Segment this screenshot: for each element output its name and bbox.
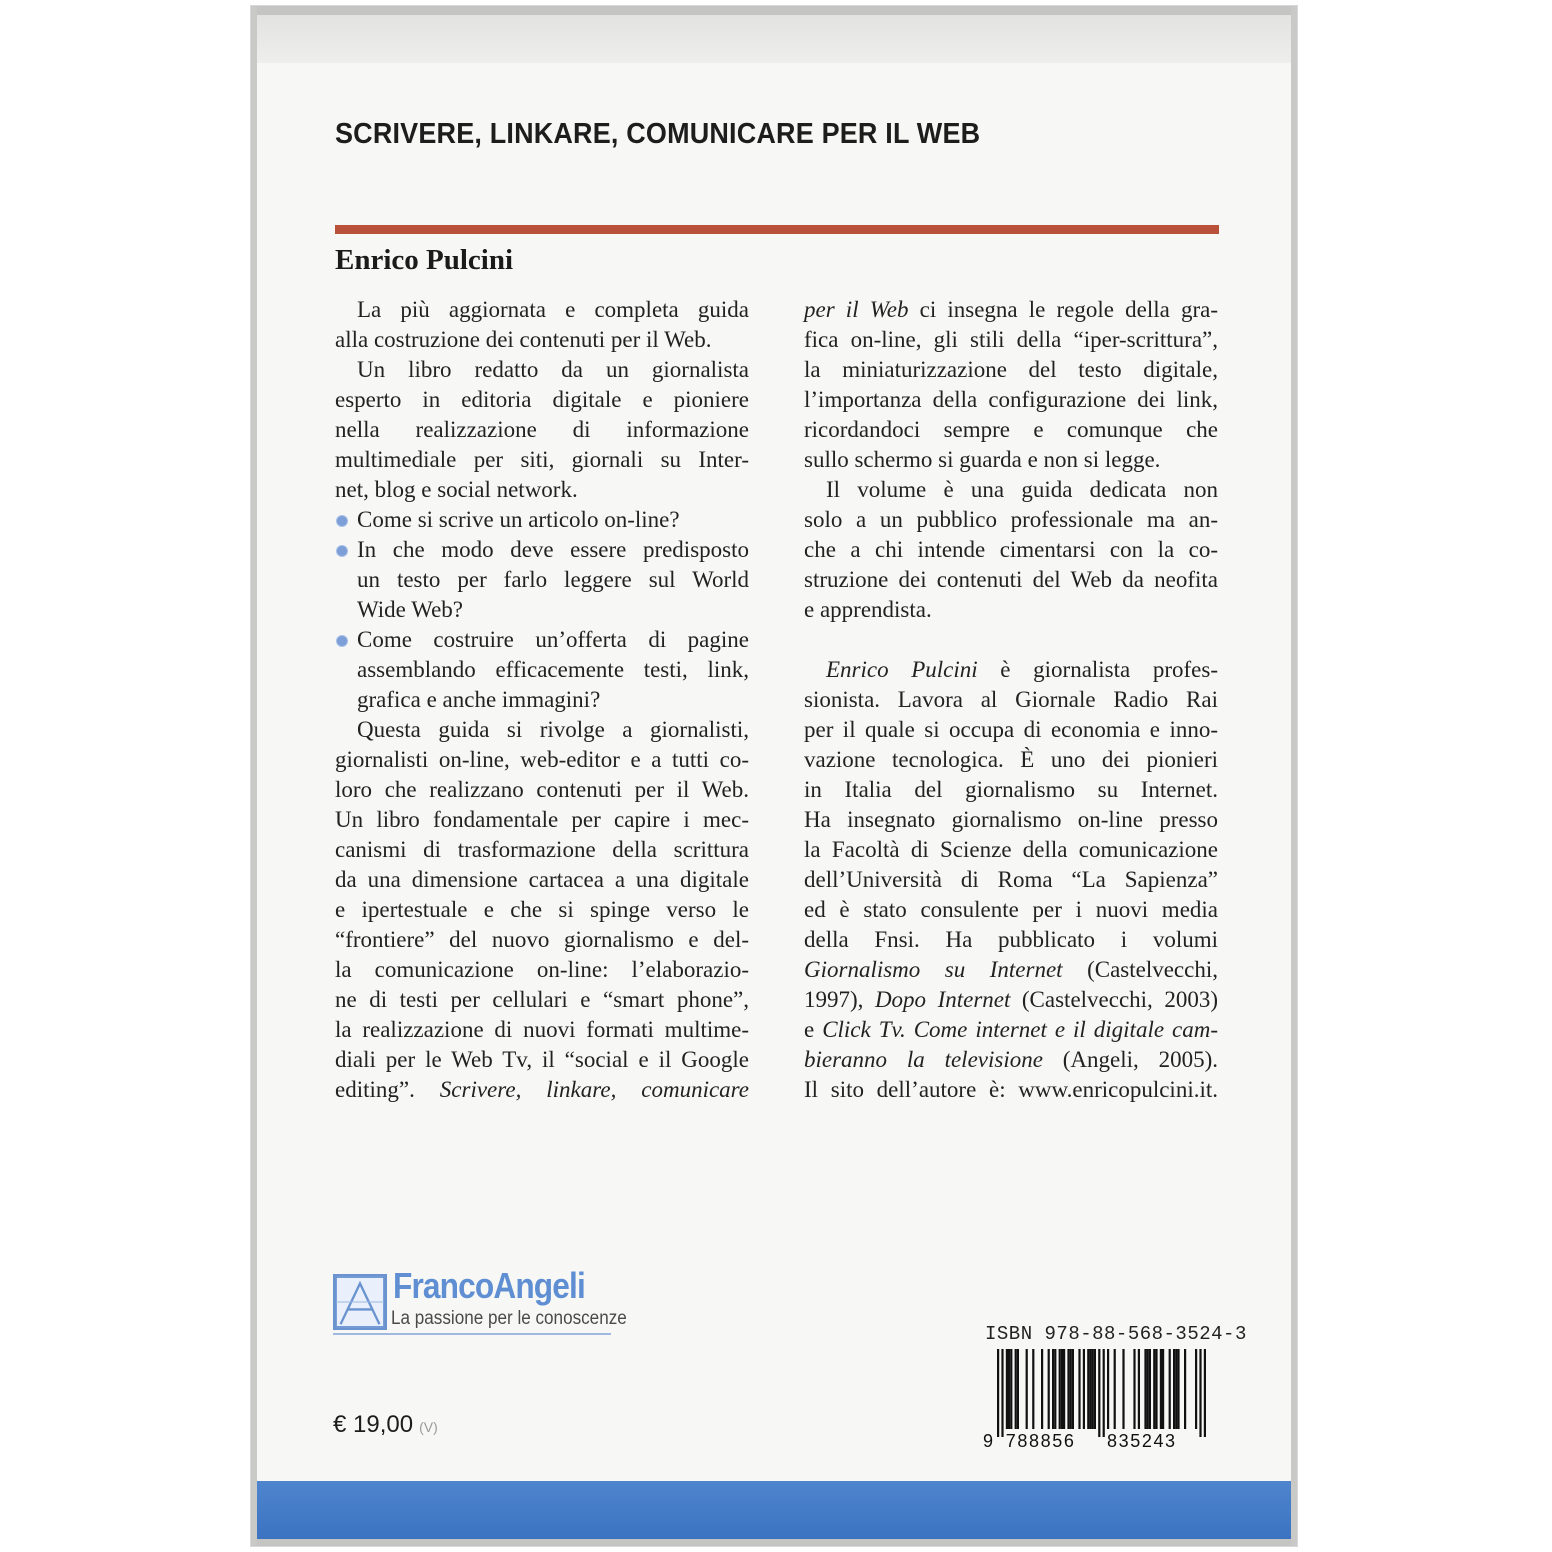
right-line: Il sito dell’autore è: www.enricopulcini.it. bbox=[804, 1077, 1218, 1102]
barcode-bar bbox=[1173, 1349, 1175, 1429]
barcode-bar bbox=[1098, 1349, 1100, 1437]
left-text-column bbox=[335, 295, 749, 1105]
barcode-bar bbox=[1169, 1349, 1171, 1429]
right-line bbox=[804, 625, 1218, 655]
barcode-bar bbox=[1017, 1349, 1019, 1429]
barcode-bar bbox=[1052, 1349, 1054, 1429]
right-line: 1997), Dopo Internet (Castelvecchi, 2003) bbox=[804, 987, 1218, 1012]
barcode-digits: 9 bbox=[983, 1431, 995, 1451]
right-line: sionista. Lavora al Giornale Radio Rai bbox=[804, 687, 1218, 712]
right-line: solo a un pubblico professionale ma an- bbox=[804, 507, 1218, 532]
right-line: della Fnsi. Ha pubblicato i volumi bbox=[804, 927, 1218, 952]
barcode-bar bbox=[1078, 1349, 1080, 1429]
cover-edge-left bbox=[251, 6, 257, 1546]
barcode-bar bbox=[1010, 1349, 1012, 1429]
barcode-bar bbox=[1122, 1349, 1124, 1429]
left-line: alla costruzione dei contenuti per il Web. bbox=[335, 327, 712, 352]
barcode-bar bbox=[1059, 1349, 1061, 1429]
left-line: la comunicazione on-line: l’elaborazio- bbox=[335, 957, 749, 982]
barcode-bar bbox=[1199, 1349, 1201, 1437]
bullet-icon bbox=[337, 636, 347, 646]
right-line: e Click Tv. Come internet e il digitale cam- bbox=[804, 1017, 1218, 1042]
right-line: ricordandoci sempre e comunque che bbox=[804, 417, 1218, 442]
barcode-bar bbox=[1144, 1349, 1146, 1429]
publisher-logo-icon bbox=[333, 1274, 387, 1330]
right-line: l’importanza della configurazione dei link, bbox=[804, 387, 1218, 412]
right-line: che a chi intende cimentarsi con la co- bbox=[804, 537, 1218, 562]
right-line: Il volume è una guida dedicata non bbox=[826, 477, 1218, 502]
right-line: ed è stato consulente per i nuovi media bbox=[804, 897, 1218, 922]
barcode-bar bbox=[1149, 1349, 1151, 1429]
left-line: assemblando efficacemente testi, link, bbox=[357, 657, 749, 682]
barcode-bar bbox=[1133, 1349, 1135, 1429]
barcode-bar bbox=[1160, 1349, 1162, 1429]
barcode-bar bbox=[1067, 1349, 1069, 1429]
left-line: ne di testi per cellulari e “smart phone”, bbox=[335, 987, 749, 1012]
barcode-bar bbox=[1092, 1349, 1094, 1429]
barcode-bar bbox=[1089, 1349, 1091, 1429]
barcode-bar bbox=[1147, 1349, 1149, 1429]
right-line: bieranno la televisione (Angeli, 2005). bbox=[804, 1047, 1218, 1072]
left-line: Questa guida si rivolge a giornalisti, bbox=[357, 717, 749, 742]
left-line: Un libro redatto da un giornalista bbox=[357, 357, 749, 382]
barcode-digits: 788856 bbox=[1005, 1431, 1076, 1451]
left-line: loro che realizzano contenuti per il Web. bbox=[335, 777, 749, 802]
left-line: “frontiere” del nuovo giornalismo e del- bbox=[335, 927, 749, 952]
right-line: dell’Università di Roma “La Sapienza” bbox=[804, 867, 1218, 892]
publisher-tagline: La passione per le conoscenze bbox=[391, 1308, 627, 1329]
right-line: sullo schermo si guarda e non si legge. bbox=[804, 447, 1161, 472]
isbn-barcode bbox=[983, 1347, 1219, 1452]
barcode-bar bbox=[997, 1349, 999, 1437]
barcode-bar bbox=[1195, 1349, 1197, 1429]
barcode-bar bbox=[1087, 1349, 1089, 1429]
barcode-bar bbox=[1155, 1349, 1157, 1429]
barcode-bar bbox=[1061, 1349, 1063, 1429]
barcode-bar bbox=[1032, 1349, 1034, 1429]
barcode-bar bbox=[1041, 1349, 1043, 1429]
right-line: la Facoltà di Scienze della comunicazione bbox=[804, 837, 1218, 862]
right-text-column bbox=[804, 295, 1218, 1105]
right-line: struzione dei contenuti del Web da neofita bbox=[804, 567, 1218, 592]
publisher-underline bbox=[333, 1333, 611, 1335]
bottom-blue-band bbox=[257, 1481, 1291, 1539]
left-line: Come si scrive un articolo on-line? bbox=[335, 505, 749, 535]
price-value: € 19,00 bbox=[333, 1411, 414, 1438]
right-line: la miniaturizzazione del testo digitale, bbox=[804, 357, 1218, 382]
left-line: e ipertestuale e che si spinge verso le bbox=[335, 897, 749, 922]
left-line: net, blog e social network. bbox=[335, 477, 578, 502]
top-gray-band bbox=[257, 15, 1291, 63]
barcode-bar bbox=[1153, 1349, 1155, 1429]
right-line: Enrico Pulcini è giornalista profes- bbox=[826, 657, 1219, 682]
left-line: Come costruire un’offerta di pagine bbox=[335, 625, 749, 655]
left-line: Wide Web? bbox=[357, 597, 464, 622]
price bbox=[333, 1411, 438, 1439]
cover-edge-right bbox=[1291, 6, 1297, 1546]
left-line: La più aggiornata e completa guida bbox=[357, 297, 749, 322]
left-line: In che modo deve essere predisposto bbox=[335, 535, 749, 565]
left-line: da una dimensione cartacea a una digitale bbox=[335, 867, 749, 892]
cover-edge-top bbox=[251, 6, 1297, 15]
right-line: Ha insegnato giornalismo on-line presso bbox=[804, 807, 1218, 832]
bullet-icon bbox=[337, 546, 347, 556]
left-line: Un libro fondamentale per capire i mec- bbox=[335, 807, 749, 832]
barcode-bar bbox=[1026, 1349, 1028, 1429]
barcode-bar bbox=[1008, 1349, 1010, 1429]
title-rule bbox=[335, 225, 1219, 234]
publisher-name: FrancoAngeli bbox=[393, 1265, 585, 1306]
barcode-bar bbox=[1114, 1349, 1116, 1429]
barcode-bar bbox=[1015, 1349, 1017, 1429]
barcode-bar bbox=[1006, 1349, 1008, 1429]
barcode-bar bbox=[1162, 1349, 1164, 1429]
barcode-bar bbox=[1070, 1349, 1072, 1429]
right-line: in Italia del giornalismo su Internet. bbox=[804, 777, 1218, 802]
right-line: per il quale si occupa di economia e inno- bbox=[804, 717, 1218, 742]
right-line: vazione tecnologica. È uno dei pionieri bbox=[804, 747, 1218, 772]
barcode-bar bbox=[1204, 1349, 1206, 1437]
left-line: diali per le Web Tv, il “social e il Google bbox=[335, 1047, 749, 1072]
right-line: fica on-line, gli stili della “iper-scrittura”, bbox=[804, 327, 1218, 352]
left-line: grafica e anche immagini? bbox=[357, 687, 601, 712]
right-line: Giornalismo su Internet (Castelvecchi, bbox=[804, 957, 1218, 982]
book-back-cover bbox=[250, 5, 1298, 1547]
left-line: esperto in editoria digitale e pioniere bbox=[335, 387, 749, 412]
barcode-bar bbox=[1048, 1349, 1050, 1429]
isbn-label: ISBN 978-88-568-3524-3 bbox=[985, 1323, 1247, 1345]
bullet-icon bbox=[337, 516, 347, 526]
right-line: per il Web ci insegna le regole della gra- bbox=[804, 297, 1218, 322]
barcode-bar bbox=[1083, 1349, 1085, 1429]
barcode-bar bbox=[1103, 1349, 1105, 1437]
series-title: SCRIVERE, LINKARE, COMUNICARE PER IL WEB bbox=[335, 118, 981, 150]
left-line: giornalisti on-line, web-editor e a tutti co- bbox=[335, 747, 749, 772]
left-line: multimediale per siti, giornali su Inter- bbox=[335, 447, 749, 472]
barcode-bar bbox=[1175, 1349, 1177, 1429]
author-name: Enrico Pulcini bbox=[335, 244, 514, 276]
barcode-bar bbox=[1177, 1349, 1179, 1429]
cover-edge-bottom bbox=[251, 1538, 1297, 1546]
left-line: canismi di trasformazione della scrittura bbox=[335, 837, 749, 862]
price-code: (V) bbox=[419, 1419, 438, 1435]
barcode-bar bbox=[1138, 1349, 1140, 1429]
barcode-bar bbox=[1001, 1349, 1003, 1437]
left-line: editing”. Scrivere, linkare, comunicare bbox=[335, 1077, 749, 1102]
barcode-bar bbox=[1072, 1349, 1074, 1429]
publisher-logo bbox=[333, 1265, 627, 1335]
barcode-digits: 835243 bbox=[1107, 1431, 1177, 1451]
barcode-bar bbox=[1107, 1349, 1109, 1429]
left-line: un testo per farlo leggere sul World bbox=[357, 567, 749, 592]
barcode-bar bbox=[1063, 1349, 1065, 1429]
barcode-bar bbox=[1054, 1349, 1056, 1429]
left-line: la realizzazione di nuovi formati multime- bbox=[335, 1017, 749, 1042]
barcode-bar bbox=[1184, 1349, 1186, 1429]
barcode-bar bbox=[1094, 1349, 1096, 1429]
right-line: e apprendista. bbox=[804, 597, 932, 622]
left-line: nella realizzazione di informazione bbox=[335, 417, 749, 442]
